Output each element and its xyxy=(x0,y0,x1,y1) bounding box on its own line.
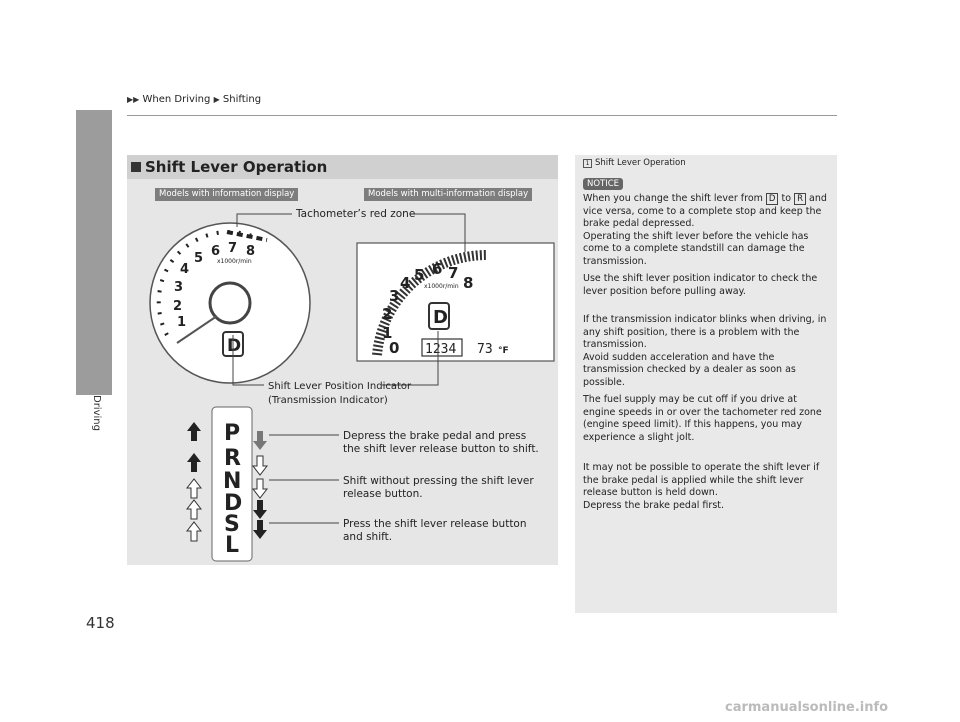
temperature: 73 xyxy=(477,342,493,357)
outline-up-arrow-icon xyxy=(187,479,201,498)
chapter-label: Driving xyxy=(91,395,102,431)
left-arrows xyxy=(187,422,201,541)
odometer: 1234 xyxy=(425,342,457,357)
gear-position: S xyxy=(224,512,240,537)
section-square-icon xyxy=(131,162,141,172)
gauge-number: 2 xyxy=(382,305,393,323)
filled-up-arrow-icon xyxy=(187,453,201,472)
section-title: Shift Lever Operation xyxy=(127,155,558,179)
gear-position: N xyxy=(223,469,242,494)
legend-brake-release: Depress the brake pedal and press the shift lever release button to shift. xyxy=(343,430,539,455)
note-paragraph: Use the shift lever position indicator to check the lever position before pulling away. xyxy=(583,273,818,297)
badge-info-display: Models with information display xyxy=(155,188,298,201)
note-paragraph: It may not be possible to operate the shift lever if the brake pedal is applied while the shift lever release button is held down. Depress the brake pedal first. xyxy=(583,462,820,511)
gauge-number: 4 xyxy=(400,274,411,292)
gauge-unit: x1000r/min xyxy=(217,258,252,265)
filled-down-arrow-icon xyxy=(253,500,267,519)
note-paragraph: The fuel supply may be cut off if you drive at engine speeds in or over the tachometer red zone (engine speed limit). If this happens, you may experience a slight jolt. xyxy=(583,394,822,443)
tachometer-red-zone-label: Tachometer’s red zone xyxy=(296,208,416,220)
filled-up-arrow-icon xyxy=(187,422,201,441)
gauge-number: 0 xyxy=(389,339,400,357)
gauge-number: 1 xyxy=(177,315,187,330)
chapter-tab xyxy=(76,110,112,395)
gear-position: P xyxy=(224,421,241,446)
gauge-number: 6 xyxy=(211,244,221,259)
gauge-number: 8 xyxy=(463,274,474,292)
breadcrumb-arrow-icon: ▶▶ xyxy=(127,95,140,104)
gauge-unit: x1000r/min xyxy=(424,283,459,290)
badge-multi-info-display: Models with multi-information display xyxy=(364,188,532,201)
breadcrumb-item[interactable]: Shifting xyxy=(222,94,262,105)
gauge-diagram xyxy=(127,200,558,410)
watermark: carmanualsonline.info xyxy=(725,700,889,715)
notes-header: 1 Shift Lever Operation xyxy=(583,158,686,168)
gear-position: L xyxy=(225,533,240,558)
gray-down-arrow-icon xyxy=(253,431,267,450)
right-arrows xyxy=(253,431,267,539)
key-r: R xyxy=(794,193,806,205)
filled-down-arrow-icon xyxy=(253,520,267,539)
outline-up-arrow-icon xyxy=(187,500,201,519)
gauge-number: 7 xyxy=(448,264,459,282)
indicator-label-sub: (Transmission Indicator) xyxy=(268,395,388,406)
note-paragraph: When you change the shift lever from D to R and vice versa, come to a complete stop and keep the brake pedal depressed. Operating the shift lever before the vehicle has come to a complete standstill can damage the transmission. xyxy=(583,193,827,267)
gauge-number: 2 xyxy=(173,299,183,314)
temperature-unit: °F xyxy=(498,346,509,356)
outline-down-arrow-icon xyxy=(253,479,267,498)
right-tachometer xyxy=(357,243,554,361)
legend-no-release: Shift without pressing the shift lever release button. xyxy=(343,475,534,500)
notice-badge: NOTICE xyxy=(583,178,623,190)
header-rule xyxy=(127,115,837,116)
note-paragraph: If the transmission indicator blinks when driving, in any shift position, there is a problem with the transmission. Avoid sudden acceleration and have the transmission checked by a dealer as soon as possible. xyxy=(583,314,827,388)
note-icon: 1 xyxy=(583,159,592,168)
gear-position: R xyxy=(224,446,241,471)
outline-up-arrow-icon xyxy=(187,522,201,541)
gauge-number: 5 xyxy=(194,251,204,266)
legend-press-release: Press the shift lever release button and shift. xyxy=(343,518,527,543)
gauge-number: 3 xyxy=(174,280,184,295)
key-d: D xyxy=(766,193,779,205)
breadcrumb-arrow-icon: ▶ xyxy=(213,95,220,104)
left-tachometer xyxy=(150,223,310,383)
page-number: 418 xyxy=(86,614,115,632)
gauge-number: 4 xyxy=(180,262,190,277)
gauge-number: 7 xyxy=(228,241,238,256)
outline-down-arrow-icon xyxy=(253,456,267,475)
gauge-number: 8 xyxy=(246,244,256,259)
gauge-number: 5 xyxy=(414,266,425,284)
gauge-number: 6 xyxy=(432,260,443,278)
gear-display: D xyxy=(433,307,448,328)
indicator-label: Shift Lever Position Indicator xyxy=(268,381,412,392)
gauge-number: 1 xyxy=(382,324,393,342)
gear-display: D xyxy=(227,336,242,356)
gauge-number: 3 xyxy=(389,287,400,305)
gear-position: D xyxy=(224,491,243,516)
breadcrumb-item[interactable]: When Driving xyxy=(142,94,211,105)
breadcrumb xyxy=(127,94,261,105)
